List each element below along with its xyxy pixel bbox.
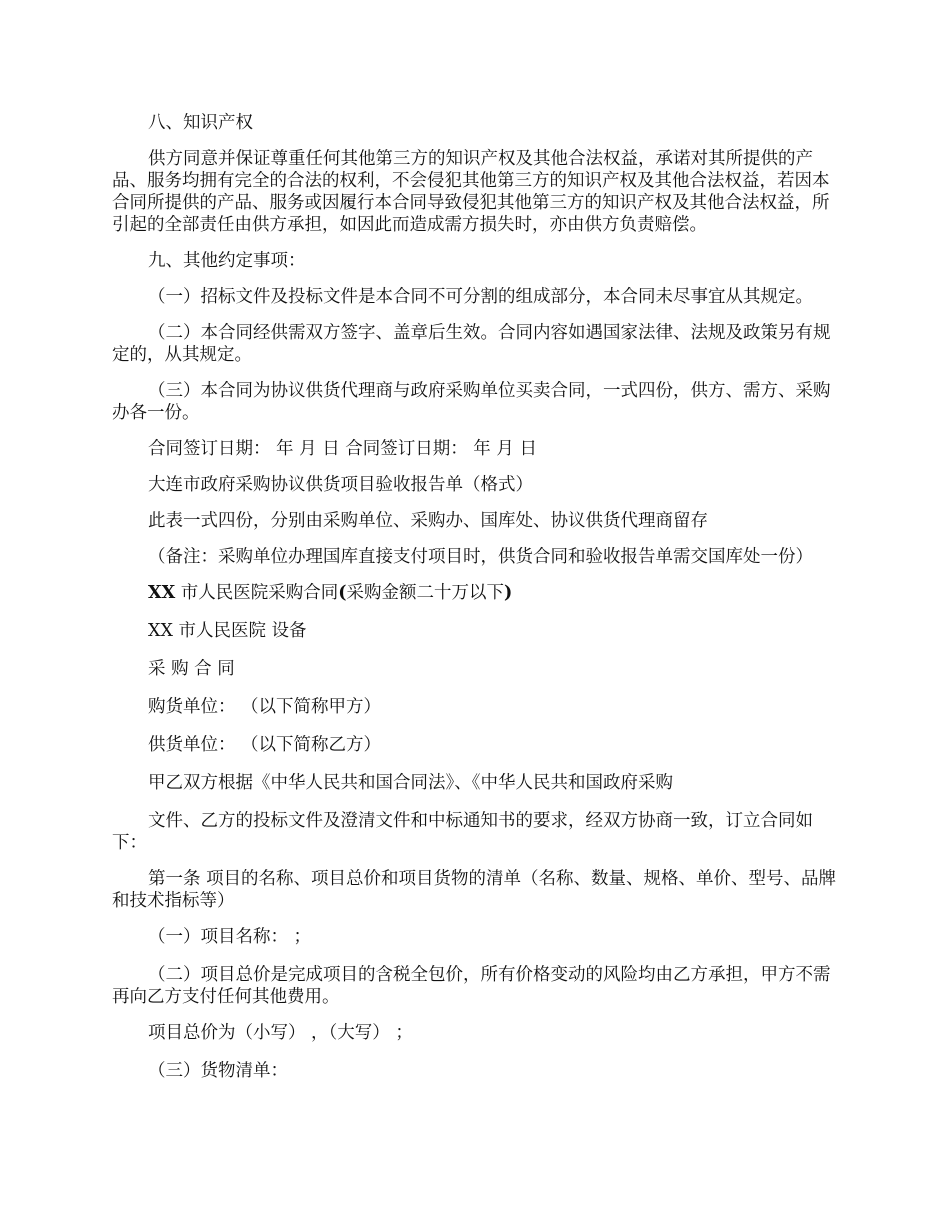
basis-line: 甲乙双方根据《中华人民共和国合同法》、《中华人民共和国政府采购 <box>148 773 673 793</box>
contract-title-amount: 采购金额二十万以下 <box>346 583 504 603</box>
project-total-clause: （二）项目总价是完成项目的含税全包价，所有价格变动的风险均由乙方承担，甲方不需再向乙方支付任何其他费用。 <box>112 965 831 1007</box>
paragraph-term-1: （一）招标文件及投标文件是本合同不可分割的组成部分，本合同未尽事宜从其规定。 <box>148 287 813 307</box>
acceptance-report-title: 大连市政府采购协议供货项目验收报告单（格式） <box>148 475 533 495</box>
supplier-line: 供货单位： （以下简称乙方） <box>148 735 382 755</box>
contract-title-open-paren: ( <box>338 583 347 603</box>
article-one: 第一条 项目的名称、项目总价和项目货物的清单（名称、数量、规格、单价、型号、品牌和技术指标等） <box>112 869 837 911</box>
purchase-contract-heading: 采 购 合 同 <box>148 659 235 679</box>
contract-title-xx: XX <box>148 583 176 603</box>
paragraph-term-3: （三）本合同为协议供货代理商与政府采购单位买卖合同，一式四份，供方、需方、采购办各一份。 <box>112 381 831 423</box>
remark-note: （备注：采购单位办理国库直接支付项目时，供货合同和验收报告单需交国库处一份） <box>148 547 813 567</box>
buyer-line: 购货单位： （以下简称甲方） <box>148 697 382 717</box>
contract-title <box>112 582 842 604</box>
contract-title-text: 市人民医院采购合同 <box>175 583 339 603</box>
signing-date-line: 合同签订日期： 年 月 日 合同签订日期： 年 月 日 <box>148 439 537 459</box>
goods-list-heading: （三）货物清单： <box>148 1061 288 1081</box>
section-heading-ip: 八、知识产权 <box>148 113 253 133</box>
section-heading-other-terms: 九、其他约定事项： <box>148 251 306 271</box>
project-total-amount-line: 项目总价为（小写） ，（大写） ； <box>148 1023 413 1043</box>
copies-note: 此表一式四份，分别由采购单位、采购办、国库处、协议供货代理商留存 <box>148 511 708 531</box>
paragraph-term-2: （二）本合同经供需双方签字、盖章后生效。合同内容如遇国家法律、法规及政策另有规定的，从其规定。 <box>112 323 831 365</box>
document-page <box>112 112 842 1096</box>
paragraph-ip-clause: 供方同意并保证尊重任何其他第三方的知识产权及其他合法权益，承诺对其所提供的产品、服务均拥有完全的合法的权利，不会侵犯其他第三方的知识产权及其他合法权益，若因本合同所提供的产品、服务或因履行本合同导致侵犯其他第三方的知识产权及其他合法权益，所引起的全部责任由供方承担，如因此而造成需方损失时，亦由供方负责赔偿。 <box>112 149 830 235</box>
project-name-line: （一）项目名称： ； <box>148 927 312 947</box>
contract-title-close-paren: ) <box>504 583 513 603</box>
agreement-line: 文件、乙方的投标文件及澄清文件和中标通知书的要求，经双方协商一致，订立合同如下： <box>112 811 813 853</box>
hospital-equipment-line: XX 市人民医院 设备 <box>148 621 307 641</box>
